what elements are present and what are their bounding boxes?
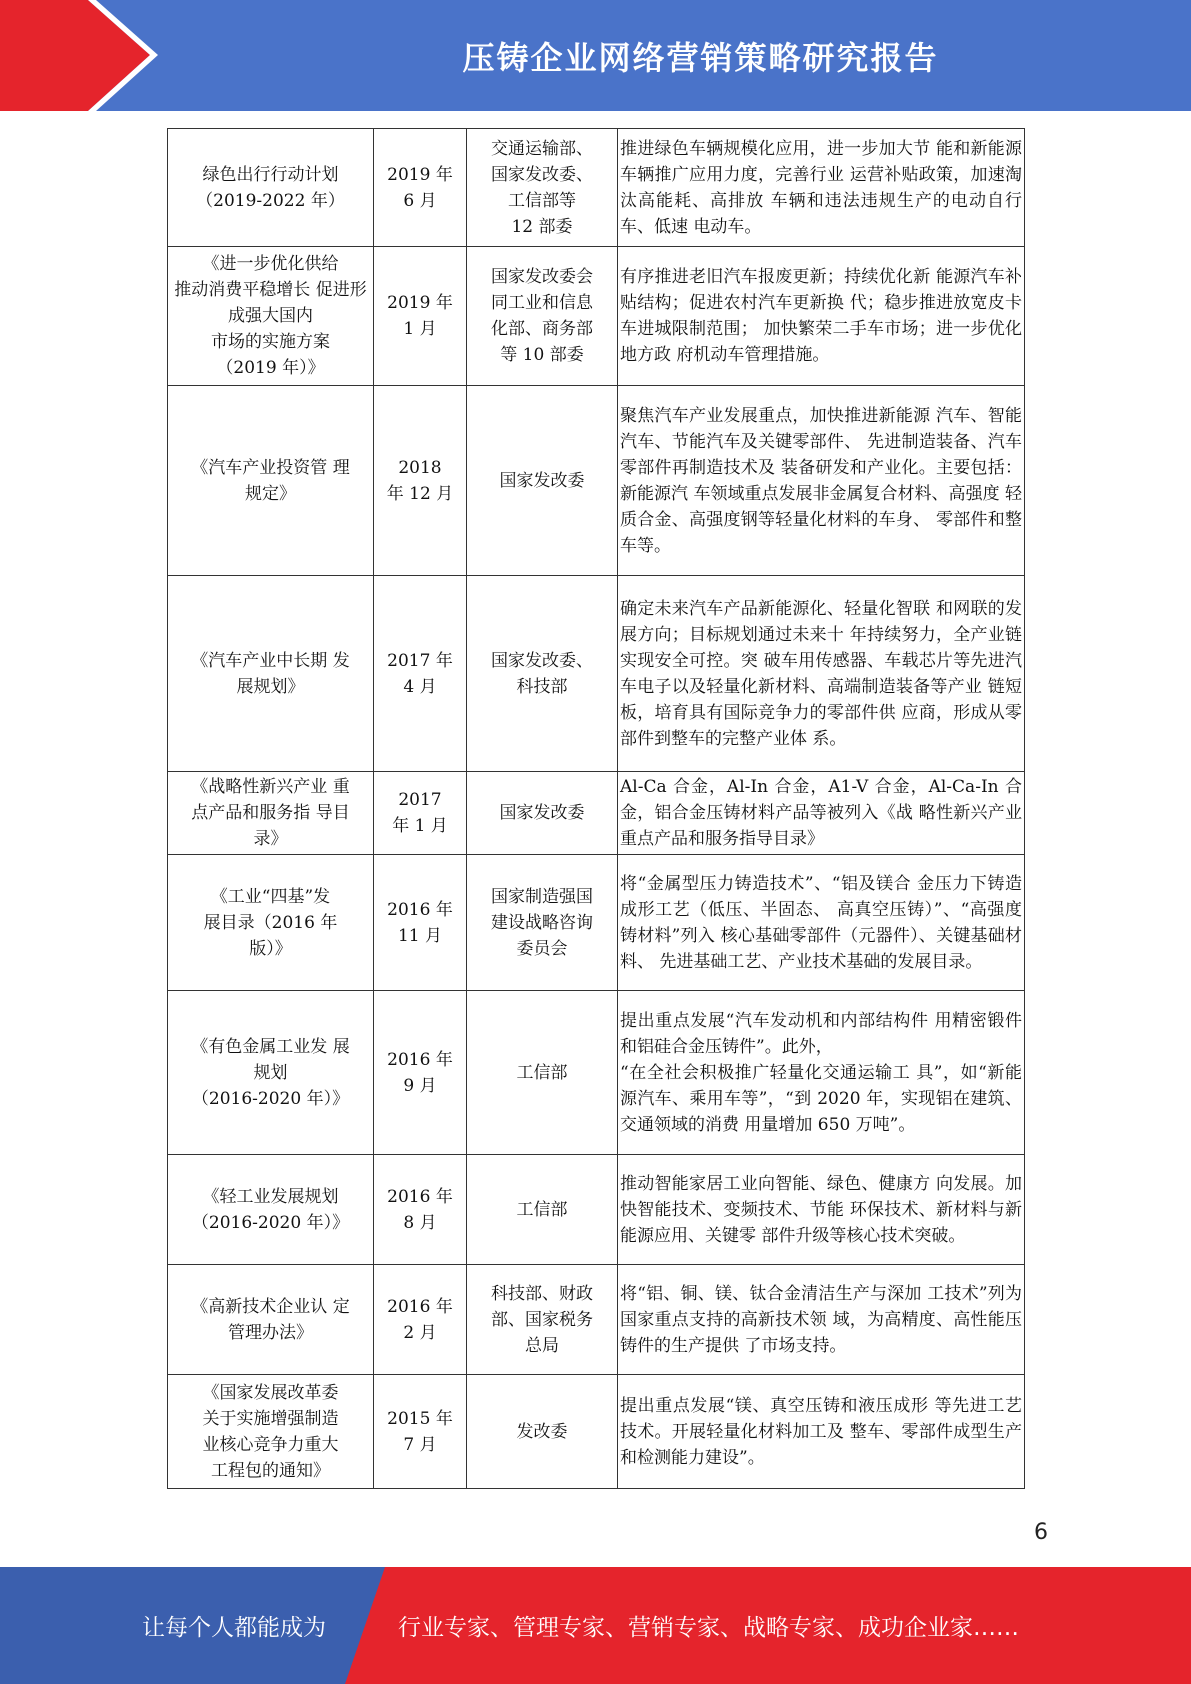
page-footer bbox=[0, 1567, 1191, 1684]
issue-date-cell: 2016 年 8 月 bbox=[374, 1155, 467, 1265]
page-number: 6 bbox=[1034, 1520, 1048, 1545]
issue-date-cell: 2015 年 7 月 bbox=[374, 1375, 467, 1489]
description-cell: 提出重点发展“汽车发动机和内部结构件 用精密锻件和铝硅合金压铸件”。此外， “在全社会积极推广轻量化交通运输工 具”，如“新能源汽车、乘用车等”，“到 2020 年，实现铝在建筑、交通领域的消费 用量增加 650 万吨”。 bbox=[618, 991, 1025, 1155]
department-cell: 国家制造强国 建设战略咨询 委员会 bbox=[467, 855, 618, 991]
description-cell: 推进绿色车辆规模化应用，进一步加大节 能和新能源车辆推广应用力度，完善行业 运营补贴政策，加速淘汰高能耗、高排放 车辆和违法违规生产的电动自行车、低速 电动车。 bbox=[618, 129, 1025, 247]
policy-name-cell: 《国家发展改革委 关于实施增强制造 业核心竞争力重大 工程包的通知》 bbox=[168, 1375, 374, 1489]
department-cell: 工信部 bbox=[467, 1155, 618, 1265]
policy-name-cell: 《汽车产业投资管 理 规定》 bbox=[168, 386, 374, 576]
issue-date-cell: 2017 年 4 月 bbox=[374, 576, 467, 772]
policy-name-cell: 《汽车产业中长期 发 展规划》 bbox=[168, 576, 374, 772]
issue-date-cell: 2016 年 2 月 bbox=[374, 1265, 467, 1375]
department-cell: 国家发改委 bbox=[467, 772, 618, 855]
policy-name-cell: 《工业“四基”发 展目录（2016 年 版）》 bbox=[168, 855, 374, 991]
page-header bbox=[0, 0, 1191, 111]
table-row bbox=[168, 1265, 1025, 1375]
issue-date-cell: 2019 年 1 月 bbox=[374, 247, 467, 386]
description-cell: 提出重点发展“镁、真空压铸和液压成形 等先进工艺技术。开展轻量化材料加工及 整车、零部件成型生产和检测能力建设”。 bbox=[618, 1375, 1025, 1489]
department-cell: 国家发改委 bbox=[467, 386, 618, 576]
table-row bbox=[168, 1155, 1025, 1265]
policy-table bbox=[167, 128, 1025, 1489]
policy-name-cell: 《进一步优化供给 推动消费平稳增长 促进形成强大国内 市场的实施方案 （2019 年）》 bbox=[168, 247, 374, 386]
description-cell: 将“金属型压力铸造技术”、“铝及镁合 金压力下铸造成形工艺（低压、半固态、 高真空压铸）”、“高强度铸材料”列入 核心基础零部件（元器件）、关键基础材料、 先进基础工艺、产业技术基础的发展目录。 bbox=[618, 855, 1025, 991]
description-cell: 聚焦汽车产业发展重点，加快推进新能源 汽车、智能汽车、节能汽车及关键零部件、 先进制造装备、汽车零部件再制造技术及 装备研发和产业化。主要包括：新能源汽 车领域重点发展非金属复合材料、高强度 轻质合金、高强度钢等轻量化材料的车身、 零部件和整车等。 bbox=[618, 386, 1025, 576]
policy-name-cell: 《有色金属工业发 展 规划 （2016-2020 年）》 bbox=[168, 991, 374, 1155]
policy-name-cell: 《轻工业发展规划 （2016-2020 年）》 bbox=[168, 1155, 374, 1265]
issue-date-cell: 2016 年 11 月 bbox=[374, 855, 467, 991]
issue-date-cell: 2017 年 1 月 bbox=[374, 772, 467, 855]
table-row bbox=[168, 991, 1025, 1155]
table-row bbox=[168, 1375, 1025, 1489]
policy-name-cell: 《高新技术企业认 定 管理办法》 bbox=[168, 1265, 374, 1375]
table-row bbox=[168, 247, 1025, 386]
policy-name-cell: 《战略性新兴产业 重 点产品和服务指 导目 录》 bbox=[168, 772, 374, 855]
description-cell: 确定未来汽车产品新能源化、轻量化智联 和网联的发展方向；目标规划通过未来十 年持续努力，全产业链实现安全可控。突 破车用传感器、车载芯片等先进汽车电子以及轻量化新材料、高端制造装备等产业 链短板，培育具有国际竞争力的零部件供 应商，形成从零部件到整车的完整产业体 系。 bbox=[618, 576, 1025, 772]
footer-slogan-right: 行业专家、管理专家、营销专家、战略专家、成功企业家…… bbox=[398, 1615, 1019, 1641]
table-row bbox=[168, 772, 1025, 855]
department-cell: 国家发改委会 同工业和信息 化部、商务部 等 10 部委 bbox=[467, 247, 618, 386]
description-cell: 推动智能家居工业向智能、绿色、健康方 向发展。加快智能技术、变频技术、节能 环保技术、新材料与新能源应用、关键零 部件升级等核心技术突破。 bbox=[618, 1155, 1025, 1265]
description-cell: 将“铝、铜、镁、钛合金清洁生产与深加 工技术”列为国家重点支持的高新技术领 域，为高精度、高性能压铸件的生产提供 了市场支持。 bbox=[618, 1265, 1025, 1375]
description-cell: 有序推进老旧汽车报废更新；持续优化新 能源汽车补贴结构；促进农村汽车更新换 代；稳步推进放宽皮卡车进城限制范围； 加快繁荣二手车市场；进一步优化地方政 府机动车管理措施。 bbox=[618, 247, 1025, 386]
table-row bbox=[168, 855, 1025, 991]
department-cell: 工信部 bbox=[467, 991, 618, 1155]
table-row bbox=[168, 386, 1025, 576]
department-cell: 交通运输部、 国家发改委、 工信部等 12 部委 bbox=[467, 129, 618, 247]
policy-name-cell: 绿色出行行动计划 （2019-2022 年） bbox=[168, 129, 374, 247]
department-cell: 发改委 bbox=[467, 1375, 618, 1489]
table-row bbox=[168, 576, 1025, 772]
department-cell: 国家发改委、 科技部 bbox=[467, 576, 618, 772]
table-row bbox=[168, 129, 1025, 247]
report-title: 压铸企业网络营销策略研究报告 bbox=[462, 38, 939, 77]
footer-slogan-left: 让每个人都能成为 bbox=[142, 1615, 326, 1641]
department-cell: 科技部、财政 部、国家税务 总局 bbox=[467, 1265, 618, 1375]
issue-date-cell: 2016 年 9 月 bbox=[374, 991, 467, 1155]
issue-date-cell: 2019 年 6 月 bbox=[374, 129, 467, 247]
issue-date-cell: 2018 年 12 月 bbox=[374, 386, 467, 576]
description-cell: Al-Ca 合金，Al-In 合金，A1-V 合金，Al-Ca-In 合金，铝合金压铸材料产品等被列入《战 略性新兴产业重点产品和服务指导目录》 bbox=[618, 772, 1025, 855]
